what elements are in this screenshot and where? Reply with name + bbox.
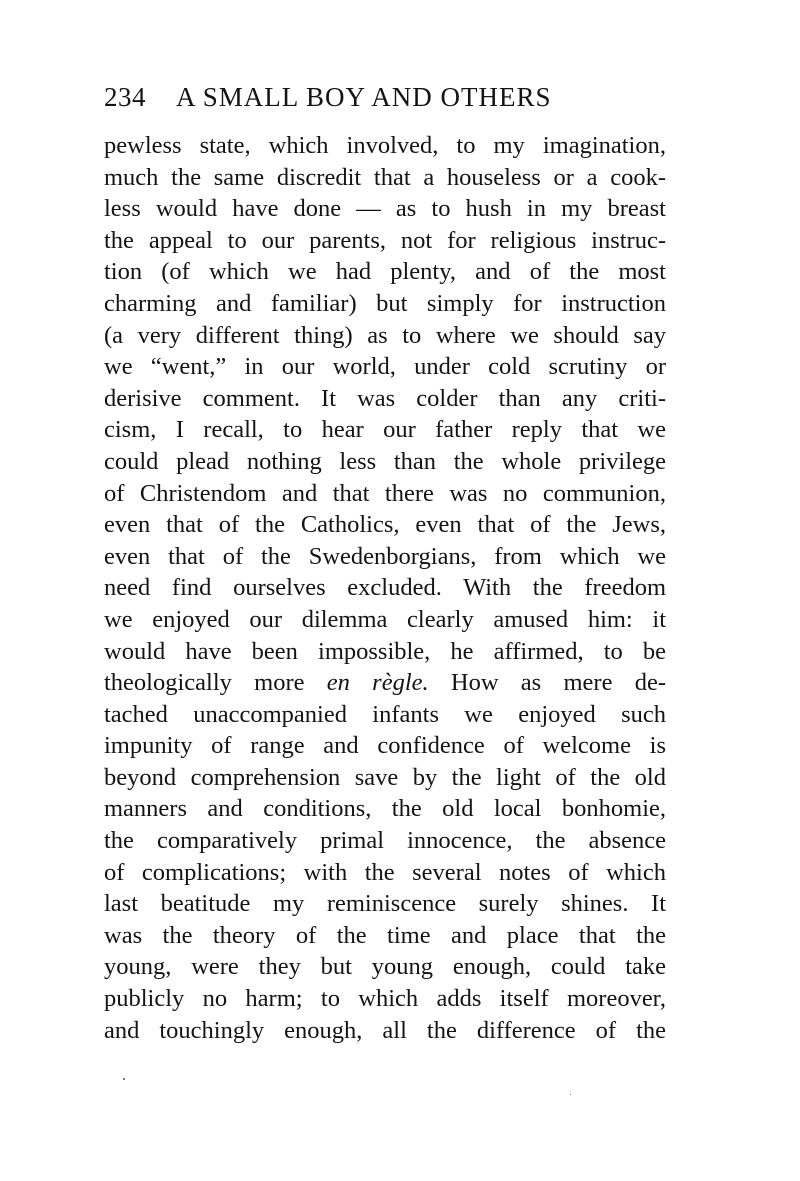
page-number: 234 [104, 82, 146, 112]
running-header [104, 80, 664, 114]
scan-speck [570, 1094, 571, 1095]
text-line: tached unaccompanied infants we enjoyed such [104, 700, 666, 728]
text-line: last beatitude my reminiscence surely shines. It [104, 890, 666, 918]
text-line: even that of the Catholics, even that of the Jews, [104, 511, 666, 539]
text-line: even that of the Swedenborgians, from which we [104, 542, 666, 570]
text-line: impunity of range and confidence of welcome is [104, 732, 666, 760]
text-line: beyond comprehension save by the light of the old [104, 763, 666, 791]
text-line: could plead nothing less than the whole privilege [104, 447, 666, 475]
text-line: much the same discredit that a houseless or a cook- [104, 163, 666, 191]
text-line: of complications; with the several notes of which [104, 858, 666, 886]
text-line: we enjoyed our dilemma clearly amused him: it [104, 605, 666, 633]
text-line: publicly no harm; to which adds itself moreover, [104, 985, 666, 1013]
scan-speck [123, 1078, 125, 1080]
running-title: A SMALL BOY AND OTHERS [176, 82, 552, 112]
text-line: less would have done — as to hush in my breast [104, 195, 666, 223]
text-line: tion (of which we had plenty, and of the most [104, 258, 666, 286]
text-line: we “went,” in our world, under cold scrutiny or [104, 353, 666, 381]
text-line: (a very different thing) as to where we should say [104, 321, 666, 349]
text-line-with-italic [104, 667, 666, 699]
text-line: would have been impossible, he affirmed, to be [104, 637, 666, 665]
text-line: derisive comment. It was colder than any criti- [104, 384, 666, 412]
text-line: manners and conditions, the old local bonhomie, [104, 795, 666, 823]
italic-phrase: en règle. [326, 669, 429, 697]
line-segment: How as mere de- [428, 669, 666, 697]
line-segment: theologically more [104, 669, 327, 697]
text-line: charming and familiar) but simply for instruction [104, 289, 666, 317]
text-line: the comparatively primal innocence, the absence [104, 827, 666, 855]
body-text [104, 130, 666, 1046]
text-line: cism, I recall, to hear our father reply that we [104, 416, 666, 444]
text-line: was the theory of the time and place that the [104, 921, 666, 949]
text-line: of Christendom and that there was no communion, [104, 479, 666, 507]
text-line: the appeal to our parents, not for religious instruc- [104, 226, 666, 254]
text-line: pewless state, which involved, to my imagination, [104, 132, 666, 159]
text-line: young, were they but young enough, could take [104, 953, 666, 981]
text-line: need find ourselves excluded. With the freedom [104, 574, 666, 602]
text-line: and touchingly enough, all the difference of the [104, 1016, 666, 1044]
